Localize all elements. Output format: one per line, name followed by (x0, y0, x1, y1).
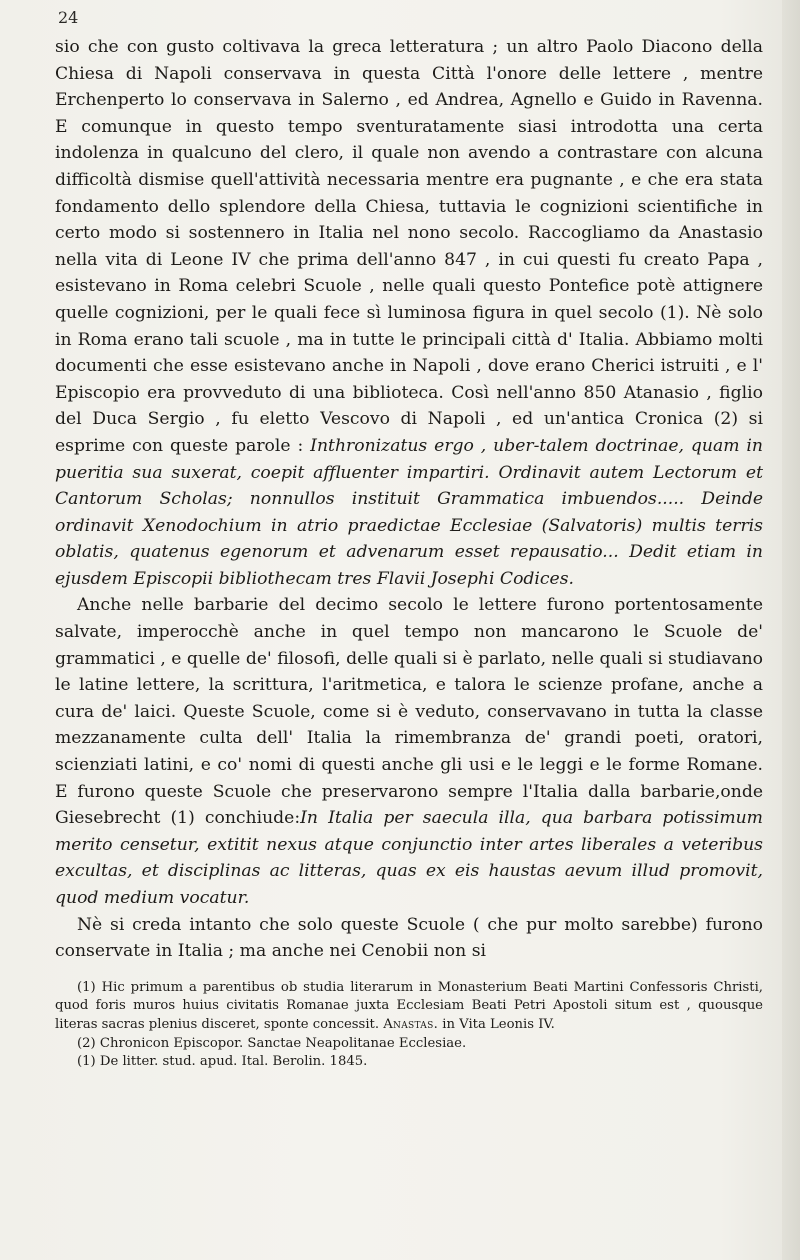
footnote-1-author: Anastas. (383, 1016, 439, 1032)
page-number: 24 (58, 8, 79, 27)
footnote-1-text: (1) Hic primum a parentibus ob studia literarum in Monasterium Beati Martini Confessoris Christi, quod foris muros huius civitatis Romanae juxta Ecclesiam Beati Petri Apostoli situm est , quousque literas sacras plenius disceret, sponte concessit. (55, 979, 763, 1032)
latin-quote-giesebrecht: In Italia per saecula illa, qua barbara potissimum merito censetur, extitit nexus atque conjunctio inter artes liberales a veteribus excultas, et disciplinas ac litteras, quas ex eis haustas aevum illud promovit, quod medium vocatur. (55, 808, 763, 908)
paragraph-1-text: sio che con gusto coltivava la greca letteratura ; un altro Paolo Diacono della Chiesa di Napoli conservava in questa Città l'onore delle lettere , mentre Erchenperto lo conservava in Salerno , ed Andrea, Agnello e Guido in Ravenna. E comunque in questo tempo sventuratamente siasi introdotta una certa indolenza in qualcuno del clero, il quale non avendo a contrastare con alcuna difficoltà dismise quell'attività necessaria mentre era pugnante , e che era stata fondamento dello splendore della Chiesa, tuttavia le cognizioni scientifiche in certo modo si sostennero in Italia nel nono secolo. Raccogliamo da Anastasio nella vita di Leone IV che prima dell'anno 847 , in cui questi fu creato Papa , esistevano in Roma celebri Scuole , nelle quali questo Pontefice potè attignere quelle cognizioni, per le quali fece sì luminosa figura in quel secolo (1). Nè solo in Roma erano tali scuole , ma in tutte le principali città d' Italia. Abbiamo molti documenti che esse esistevano anche in Napoli , dove erano Cherici istruiti , e l' Episcopio era provveduto di una biblioteca. Così nell'anno 850 Atanasio , figlio del Duca Sergio , fu eletto Vescovo di Napoli , ed un'antica Cronica (2) si esprime con queste parole : (55, 37, 763, 456)
footnote-1 (55, 979, 763, 1035)
paragraph-1 (55, 34, 763, 592)
footnote-1-source: in Vita Leonis IV. (438, 1016, 555, 1032)
paragraph-3-text: Nè si creda intanto che solo queste Scuole ( che pur molto sarebbe) furono conservate in Italia ; ma anche nei Cenobii non si (55, 914, 763, 962)
page-edge (782, 0, 800, 1260)
body-text (55, 34, 763, 965)
paragraph-3 (55, 912, 763, 965)
footnote-3: (1) De litter. stud. apud. Ital. Berolin. 1845. (77, 1054, 368, 1070)
page-content (55, 34, 763, 1072)
footnotes (55, 979, 763, 1072)
footnote-2: (2) Chronicon Episcopor. Sanctae Neapolitanae Ecclesiae. (77, 1035, 467, 1051)
paragraph-2-text: Anche nelle barbarie del decimo secolo le lettere furono portentosamente salvate, imperocchè anche in quel tempo non mancarono le Scuole de' grammatici , e quelle de' filosofi, delle quali si è parlato, nelle quali si studiavano le latine lettere, la scrittura, l'aritmetica, e talora le scienze profane, anche a cura de' laici. Queste Scuole, come si è veduto, conservavano in tutta la classe mezzanamente culta dell' Italia la rimembranza de' grandi poeti, oratori, scienziati latini, e co' nomi di questi anche gli usi e le leggi e le forme Romane. E furono queste Scuole che preservarono sempre l'Italia dalla barbarie,onde Giesebrecht (1) conchiude: (55, 595, 763, 829)
paragraph-2 (55, 592, 763, 911)
latin-quote-chronicon: Inthronizatus ergo , uber-talem doctrinae, quam in pueritia sua suxerat, coepit affluenter impartiri. Ordinavit autem Lectorum et Cantorum Scholas; nonnullos instituit Grammatica imbuendos..... Deinde ordinavit Xenodochium in atrio praedictae Ecclesiae (Salvatoris) multis terris oblatis, quatenus egenorum et advenarum esset repausatio... Dedit etiam in ejusdem Episcopii bibliothecam tres Flavii Josephi Codices. (55, 435, 763, 589)
